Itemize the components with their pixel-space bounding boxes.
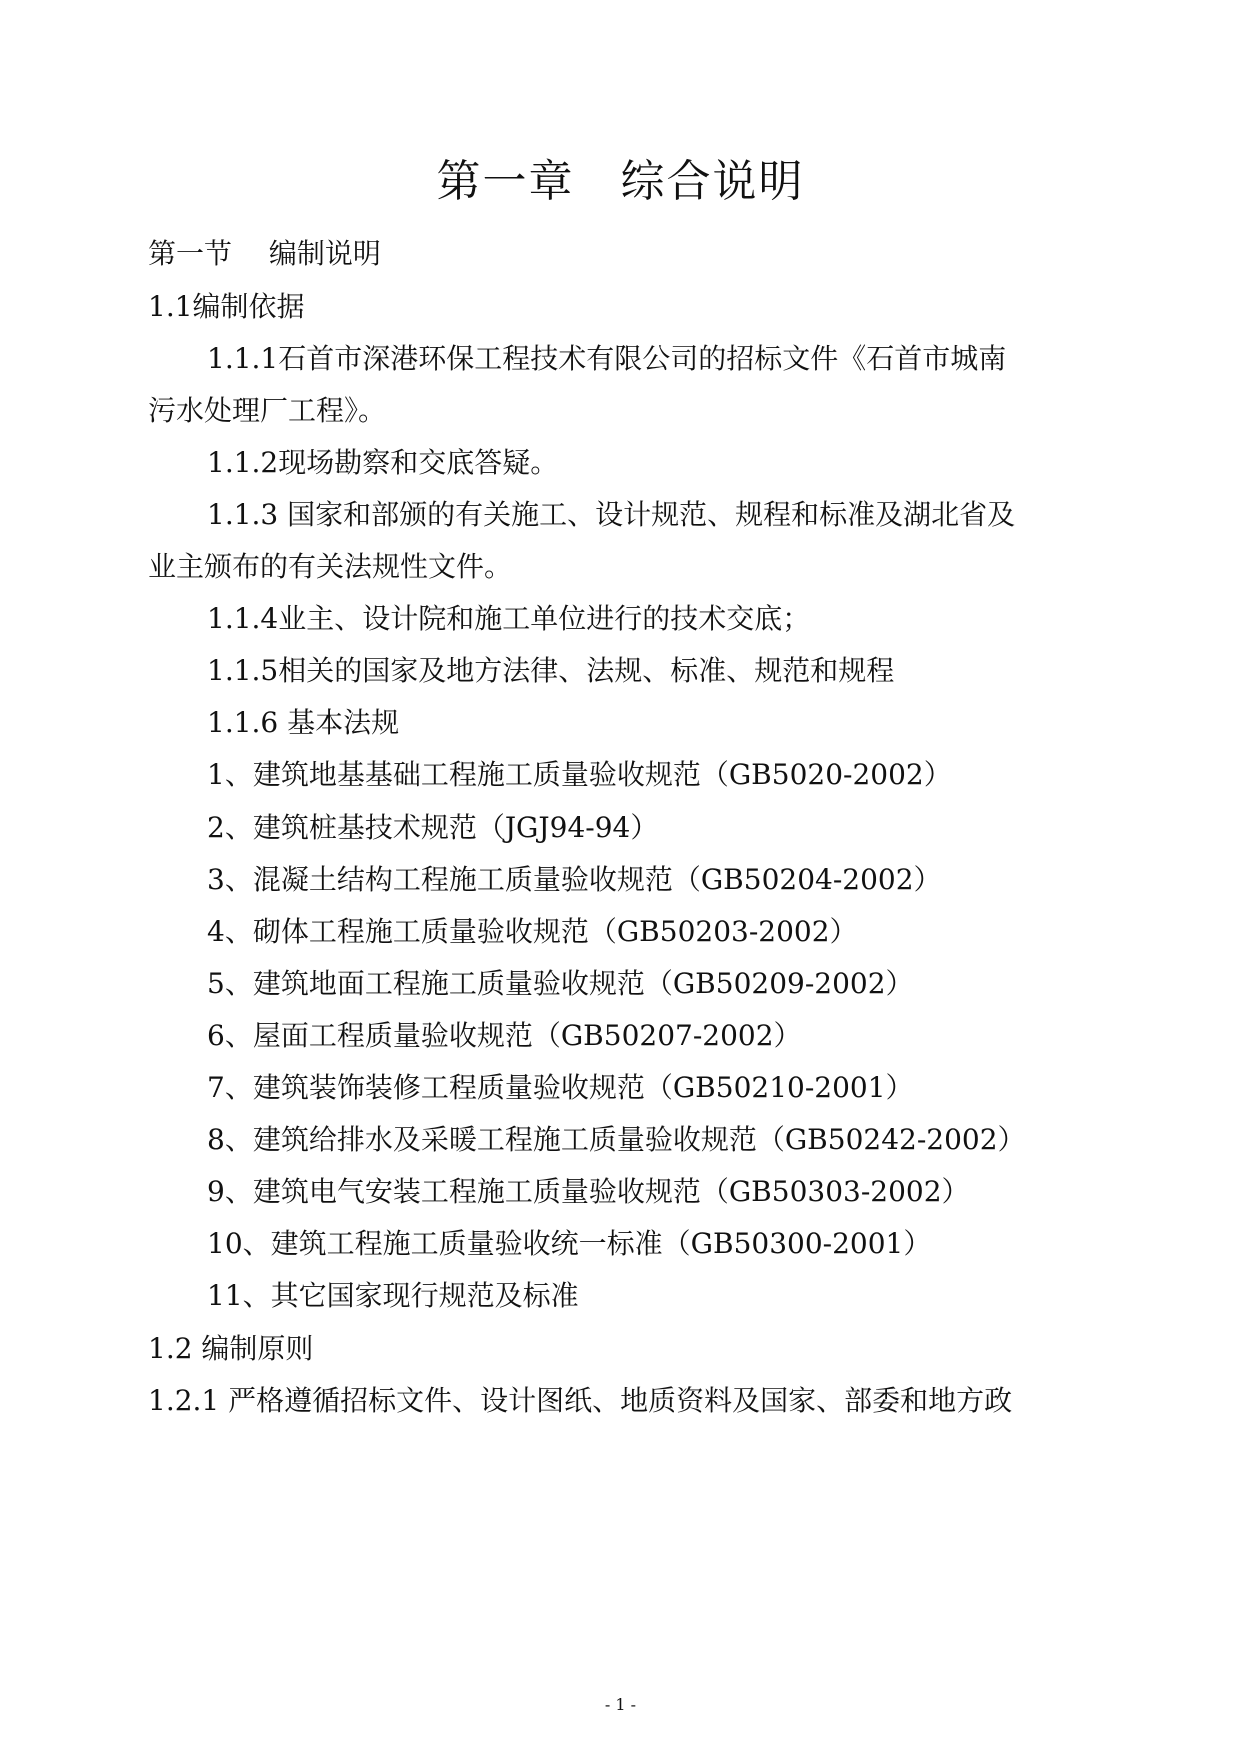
regulation-item: 4、砌体工程施工质量验收规范（GB50203-2002） <box>207 915 858 948</box>
regulation-item: 1、建筑地基基础工程施工质量验收规范（GB5020-2002） <box>207 758 952 791</box>
paragraph-1-1-3-line2: 业主颁布的有关法规性文件。 <box>148 550 513 583</box>
chapter-title: 第一章 综合说明 <box>436 156 805 207</box>
regulation-item: 6、屋面工程质量验收规范（GB50207-2002） <box>207 1019 802 1052</box>
paragraph-1-1-2: 1.1.2现场勘察和交底答疑。 <box>207 446 559 479</box>
regulation-item: 9、建筑电气安装工程施工质量验收规范（GB50303-2002） <box>207 1175 970 1208</box>
regulation-item: 2、建筑桩基技术规范（JGJ94-94） <box>207 811 659 844</box>
paragraph-1-1-3-line1: 1.1.3 国家和部颁的有关施工、设计规范、规程和标准及湖北省及 <box>207 498 1016 531</box>
regulation-item: 8、建筑给排水及采暖工程施工质量验收规范（GB50242-2002） <box>207 1123 1026 1156</box>
heading-1-1: 1.1编制依据 <box>148 290 305 323</box>
paragraph-1-1-1-line2: 污水处理厂工程》。 <box>148 394 387 427</box>
paragraph-1-1-5: 1.1.5相关的国家及地方法律、法规、标准、规范和规程 <box>207 654 895 687</box>
regulation-item: 7、建筑装饰装修工程质量验收规范（GB50210-2001） <box>207 1071 914 1104</box>
paragraph-1-1-4: 1.1.4业主、设计院和施工单位进行的技术交底； <box>207 602 811 635</box>
paragraph-1-1-6: 1.1.6 基本法规 <box>207 706 400 739</box>
regulation-item: 10、建筑工程施工质量验收统一标准（GB50300-2001） <box>207 1227 932 1260</box>
paragraph-1-2-1: 1.2.1 严格遵循招标文件、设计图纸、地质资料及国家、部委和地方政 <box>148 1384 1013 1417</box>
heading-1-2: 1.2 编制原则 <box>148 1332 314 1365</box>
section-heading: 第一节 编制说明 <box>148 237 381 270</box>
regulation-item: 11、其它国家现行规范及标准 <box>207 1279 579 1312</box>
regulation-item: 3、混凝土结构工程施工质量验收规范（GB50204-2002） <box>207 863 942 896</box>
regulation-item: 5、建筑地面工程施工质量验收规范（GB50209-2002） <box>207 967 914 1000</box>
paragraph-1-1-1-line1: 1.1.1石首市深港环保工程技术有限公司的招标文件《石首市城南 <box>207 342 1007 375</box>
page-number: - 1 - <box>604 1695 637 1714</box>
